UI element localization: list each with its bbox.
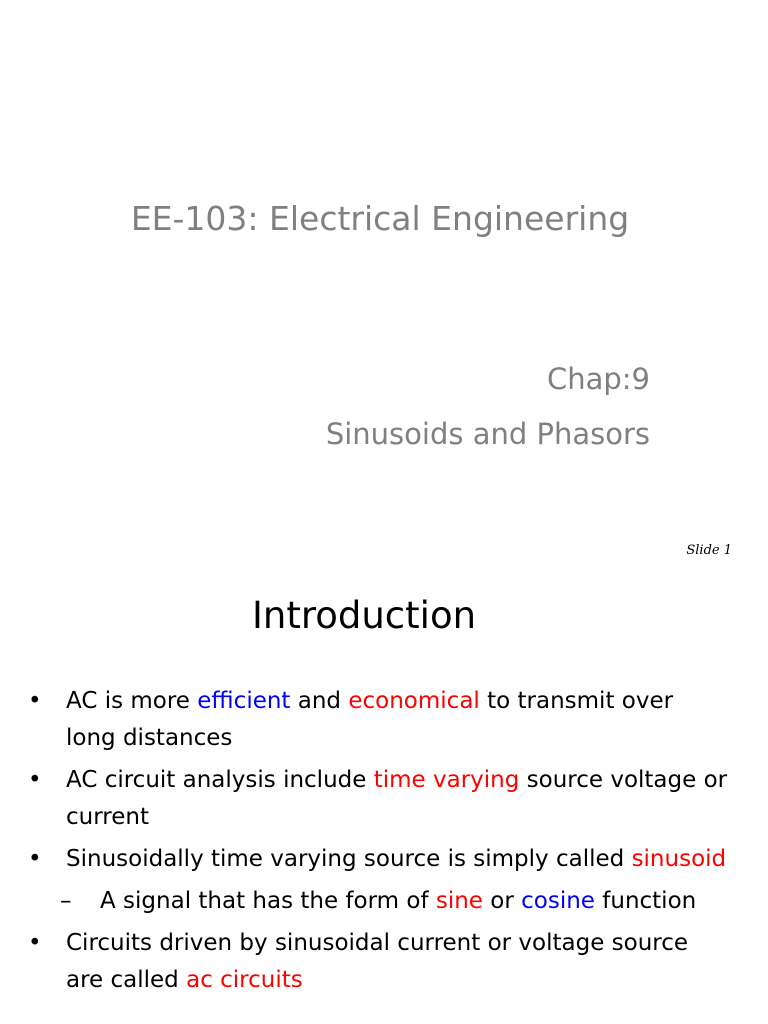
- bullet-text: to transmit over: [479, 688, 674, 714]
- highlight-sinusoid: sinusoid: [631, 846, 727, 872]
- bullet-text: current: [66, 804, 149, 830]
- bullet-text: function: [594, 888, 697, 914]
- bullet-marker: •: [28, 930, 42, 956]
- bullet-item: [0, 841, 768, 878]
- bullet-item: [0, 683, 768, 757]
- bullet-text: and: [290, 688, 349, 714]
- slide-subtitle: Sinusoids and Phasors: [325, 417, 650, 451]
- bullet-text: source voltage or: [519, 767, 728, 793]
- bullet-line: [66, 962, 768, 999]
- bullet-text: or: [482, 888, 522, 914]
- bullet-text: Circuits driven by sinusoidal current or voltage source: [66, 930, 689, 956]
- chapter-label: Chap:9: [546, 362, 650, 396]
- bullet-marker: •: [28, 688, 42, 714]
- bullet-line: [66, 925, 768, 962]
- bullet-line: [66, 683, 768, 720]
- highlight-time-varying: time varying: [373, 767, 520, 793]
- bullet-line: [100, 883, 768, 920]
- highlight-economical: economical: [348, 688, 480, 714]
- bullet-list: [0, 683, 768, 1004]
- slide-number: Slide 1: [686, 543, 732, 558]
- bullet-line: [66, 799, 768, 836]
- intro-heading: Introduction: [251, 594, 477, 637]
- bullet-text: are called: [66, 967, 187, 993]
- bullet-line: [66, 762, 768, 799]
- bullet-text: long distances: [66, 725, 233, 751]
- bullet-item: [0, 925, 768, 999]
- highlight-ac-circuits: ac circuits: [186, 967, 303, 993]
- slide-title: EE-103: Electrical Engineering: [130, 199, 630, 238]
- bullet-marker: •: [28, 846, 42, 872]
- bullet-text: Sinusoidally time varying source is simply called: [66, 846, 632, 872]
- sub-bullet-item: [0, 883, 768, 920]
- sub-bullet-marker: –: [60, 888, 72, 914]
- bullet-text: A signal that has the form of: [100, 888, 436, 914]
- highlight-cosine: cosine: [521, 888, 595, 914]
- bullet-text: AC is more: [66, 688, 198, 714]
- highlight-sine: sine: [435, 888, 483, 914]
- bullet-line: [66, 720, 768, 757]
- bullet-marker: •: [28, 767, 42, 793]
- bullet-text: AC circuit analysis include: [66, 767, 374, 793]
- bullet-item: [0, 762, 768, 836]
- bullet-line: [66, 841, 768, 878]
- highlight-efficient: efficient: [197, 688, 291, 714]
